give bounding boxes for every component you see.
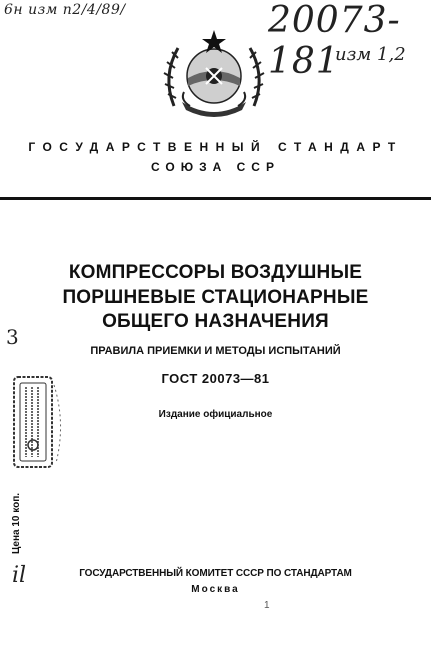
handwritten-bottom-mark: il — [12, 563, 27, 588]
handwritten-changes-note: изм 1,2 — [335, 44, 406, 65]
title-line-2: ПОРШНЕВЫЕ СТАЦИОНАРНЫЕ — [62, 287, 369, 308]
price-label: Цена 10 коп. — [11, 492, 23, 555]
handwritten-margin-mark: 3 — [6, 325, 19, 349]
library-stamp-icon — [8, 373, 70, 473]
publication-city: Москва — [191, 584, 240, 595]
ussr-emblem-icon — [160, 26, 268, 122]
document-subtitle: ПРАВИЛА ПРИЕМКИ И МЕТОДЫ ИСПЫТАНИЙ — [90, 345, 341, 357]
gost-number: ГОСТ 20073—81 — [161, 371, 270, 386]
handwritten-standard-number: 20073-181 — [268, 0, 401, 82]
publisher-committee: ГОСУДАРСТВЕННЫЙ КОМИТЕТ СССР ПО СТАНДАРТАМ — [79, 568, 352, 579]
handwritten-note-top-left: 6н изм n2/4/89/ — [4, 2, 126, 18]
union-heading: СОЮЗА ССР — [151, 160, 280, 174]
horizontal-divider — [0, 197, 431, 200]
edition-label: Издание официальное — [158, 409, 273, 420]
standard-heading: ГОСУДАРСТВЕННЫЙ СТАНДАРТ — [28, 140, 403, 154]
title-line-3: ОБЩЕГО НАЗНАЧЕНИЯ — [102, 311, 329, 332]
title-line-1: КОМПРЕССОРЫ ВОЗДУШНЫЕ — [68, 262, 363, 283]
page-mark: 1 — [264, 600, 270, 611]
